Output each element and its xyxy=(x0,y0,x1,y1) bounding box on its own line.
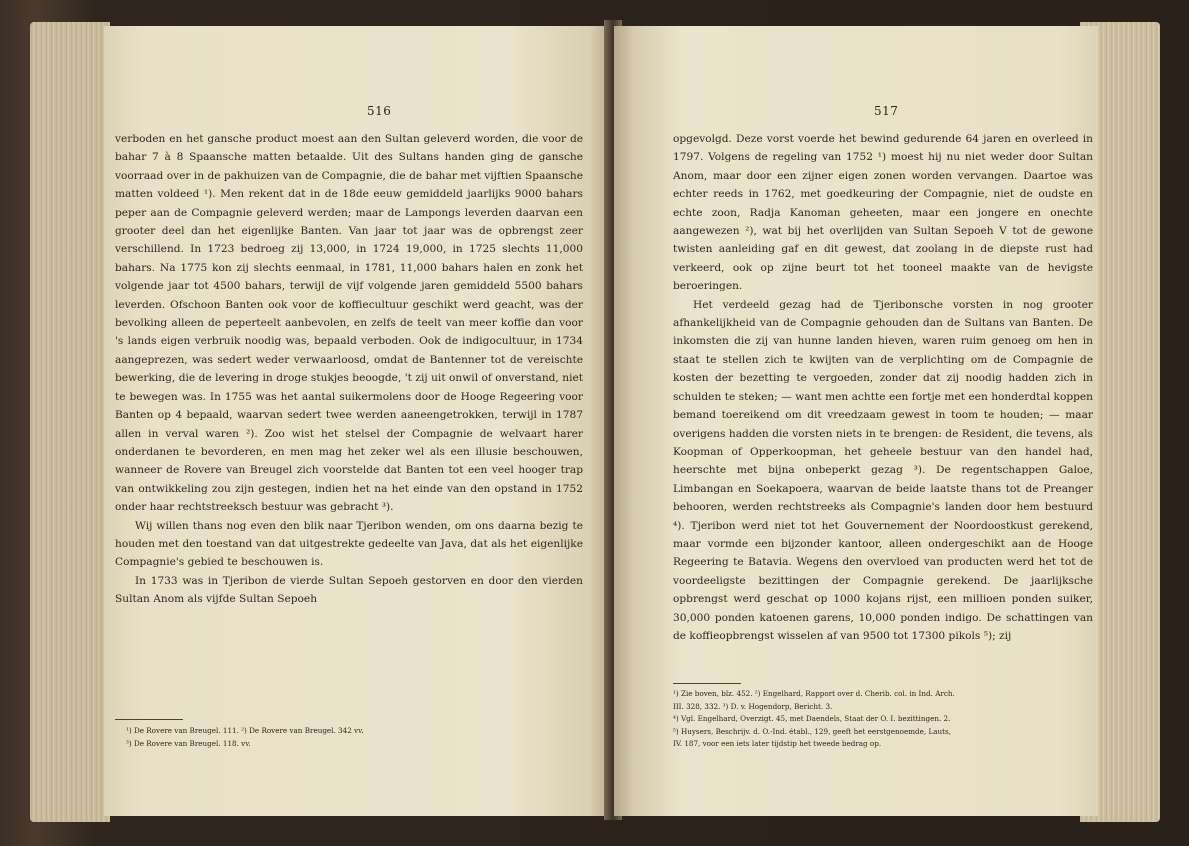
footnote: ⁴) Vgl. Engelhard, Overzigt. 45, met Daendels, Staat der O. I. bezittingen. 2. xyxy=(673,714,951,724)
body-text xyxy=(115,130,583,609)
page-number: 517 xyxy=(874,104,899,118)
right-page xyxy=(614,26,1098,816)
paragraph: verboden en het gansche product moest aan den Sultan geleverd worden, die voor de bahar 7 à 8 Spaansche matten betaalde. Uit des Sultans handen ging de gansche voorraad over in de pakhuizen van de Compagnie, die de bahar met vijftien Spaansche matten voldeed ¹). Men rekent dat in de 18de eeuw gemiddeld jaarlijks 9000 bahars peper aan de Compagnie geleverd werden; maar de Lampongs leverden daarvan een grooter deel dan het eigenlijke Banten. Van jaar tot jaar was de opbrengst zeer verschillend. In 1723 bedroeg zij 13,000, in 1724 19,000, in 1725 slechts 11,000 bahars. Na 1775 kon zij slechts eenmaal, in 1781, 11,000 bahars halen en zonk het volgende jaar tot 4500 bahars, terwijl de vijf volgende jaren gemiddeld 5500 bahars leverden. Ofschoon Banten ook voor de koffiecultuur geschikt werd geacht, was der bevolking alleen de peperteelt aanbevolen, en zelfs de teelt van meer koffie dan voor 's lands eigen verbruik noodig was, bepaald verboden. Ook de indigocultuur, in 1734 aangeprezen, was sedert weder verwaarloosd, omdat de Bantenner tot de vereischte bewerking, die de levering in droge stukjes beoogde, 't zij uit onwil of onverstand, niet te bewegen was. In 1755 was het aantal suikermolens door de Hooge Regeering voor Banten op 4 bepaald, waarvan sedert twee werden aaneengetrokken, terwijl in 1787 allen in verval waren ²). Zoo wist het stelsel der Compagnie de welvaart harer onderdanen te bevorderen, en men mag het zeker wel als een illusie beschouwen, wanneer de Rovere van Breugel zich voorstelde dat Banten tot een veel hooger trap van ontwikkeling zou zijn gestegen, indien het na het einde van den opstand in 1752 onder haar rechtstreeksch bestuur was gebracht ³). xyxy=(115,133,583,514)
footnote: IV. 187, voor een iets later tijdstip het tweede bedrag op. xyxy=(673,739,882,749)
paragraph: In 1733 was in Tjeribon de vierde Sultan Sepoeh gestorven en door den vierden Sultan Anom als vijfde Sultan Sepoeh xyxy=(115,574,583,606)
footnote-rule xyxy=(115,719,183,720)
paragraph: opgevolgd. Deze vorst voerde het bewind gedurende 64 jaren en overleed in 1797. Volgens de regeling van 1752 ¹) moest hij nu niet weder door Sultan Anom, maar door een zijner eigen zonen worden vervangen. Daartoe was echter reeds in 1762, met goedkeuring der Compagnie, niet de oudste en echte zoon, Radja Kanoman geheeten, maar een jongere en onechte aangewezen ²), wat bij het overlijden van Sultan Sepoeh V tot de gewone twisten aanleiding gaf en dit gewest, dat zoolang in de diepste rust had verkeerd, ook op zijne beurt tot het tooneel maakte van de hevigste beroeringen. xyxy=(673,133,1093,293)
footnote: III. 328, 332. ³) D. v. Hogendorp, Bericht. 3. xyxy=(673,701,833,711)
footnote-rule xyxy=(673,683,741,684)
footnote: ³) De Rovere van Breugel. 118. vv. xyxy=(126,738,251,748)
footnotes xyxy=(673,688,1098,751)
left-page-edges xyxy=(30,22,110,822)
footnote: ⁵) Huysers, Beschrijv. d. O.-Ind. établ., 129, geeft het eerstgenoemde, Lauts, xyxy=(673,726,952,736)
footnote: ¹) Zie boven, blz. 452. ²) Engelhard, Rapport over d. Cherib. col. in Ind. Arch. xyxy=(673,689,955,698)
footnotes xyxy=(126,725,576,750)
paragraph: Wij willen thans nog even den blik naar Tjeribon wenden, om ons daarna bezig te houden met den toestand van dat uitgestrekte gedeelte van Java, dat als het eigenlijke Compagnie's gebied te beschouwen is. xyxy=(115,519,583,569)
footnote: ¹) De Rovere van Breugel. 111. ²) De Rovere van Breugel. 342 vv. xyxy=(126,726,364,735)
page-number: 516 xyxy=(367,104,392,118)
paragraph: Het verdeeld gezag had de Tjeribonsche vorsten in nog grooter afhankelijkheid van de Compagnie gehouden dan de Sultans van Banten. De inkomsten die zij van hunne landen hieven, waren ruim genoeg om hen in staat te stellen zich te kwijten van de verplichting om de Compagnie de kosten der bezetting te vergoeden, zonder dat zij noodig hadden zich in schulden te steken; — want men achtte een fortje met een honderdtal koppen bemand toereikend om dit vreedzaam gewest in toom te houden; — maar overigens hadden die vorsten niets in te brengen: de Resident, die tevens, als Koopman of Opperkoopman, het geheele bestuur van den handel had, heerschte met bijna onbeperkt gezag ³). De regentschappen Galoe, Limbangan en Soekapoera, waarvan de beide laatste thans tot de Preanger behooren, werden rechtstreeks als Compagnie's landen door hem bestuurd ⁴). Tjeribon werd niet tot het Gouvernement der Noordoostkust gerekend, maar vormde een bijzonder kantoor, alleen ondergeschikt aan de Hooge Regeering te Batavia. Wegens den overvloed van producten werd het tot de voordeeligste bezittingen der Compagnie gerekend. De jaarlijksche opbrengst werd geschat op 1000 kojans rijst, een millioen ponden suiker, 30,000 ponden katoenen garens, 10,000 ponden indigo. De schattingen van de koffieopbrengst wisselen af van 9500 tot 17300 pikols ⁵); zij xyxy=(673,298,1093,642)
body-text xyxy=(673,130,1093,645)
left-page xyxy=(104,26,610,816)
